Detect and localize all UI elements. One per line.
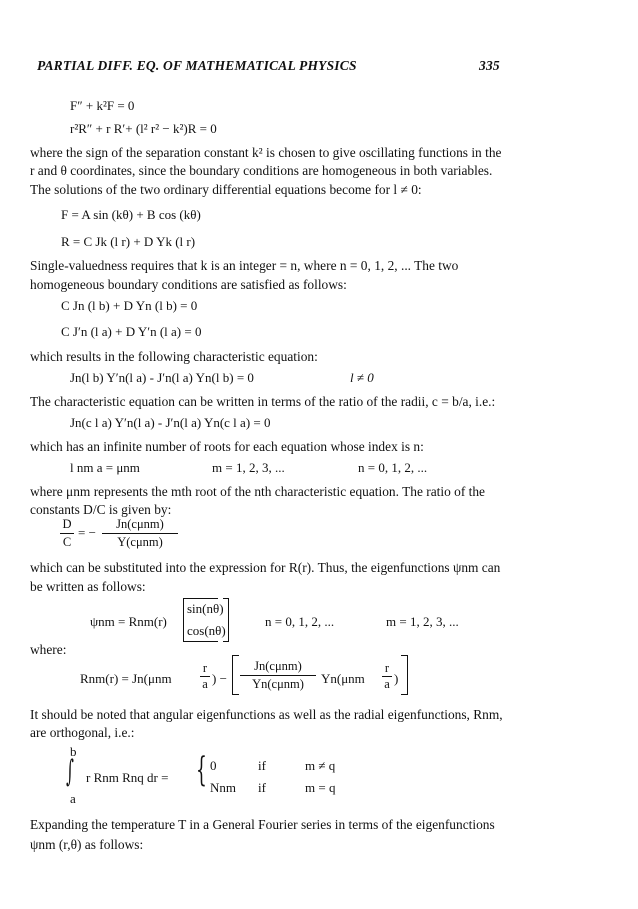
paragraph-line: r and θ coordinates, since the boundary conditions are homogeneous in both variables. bbox=[30, 163, 493, 178]
r-over-a-denominator: a bbox=[202, 677, 208, 691]
ratio-denominator: C bbox=[62, 535, 72, 549]
radial-lhs: Rnm(r) = Jn(μnm bbox=[80, 671, 172, 686]
right-bracket bbox=[401, 655, 408, 695]
paragraph-line: which can be substituted into the expression for R(r). Thus, the eigenfunctions ψnm can bbox=[30, 560, 501, 575]
fraction-bar bbox=[102, 533, 178, 534]
case-1-if: if bbox=[258, 758, 266, 773]
integral-body: r Rnm Rnq dr = bbox=[86, 770, 169, 785]
eigenfunction-n-range: n = 0, 1, 2, ... bbox=[265, 614, 335, 629]
paragraph-line: The solutions of the two ordinary differential equations become for l ≠ 0: bbox=[30, 182, 422, 197]
eigenfunction-lhs: ψnm = Rnm(r) bbox=[90, 614, 167, 629]
paragraph-line: where μnm represents the mth root of the nth characteristic equation. The ratio of the bbox=[30, 484, 485, 499]
solution-r: R = C Jk (l r) + D Yk (l r) bbox=[61, 234, 196, 249]
paragraph-line: where the sign of the separation constant k² is chosen to give oscillating functions in the bbox=[30, 145, 502, 160]
paragraph-line: It should be noted that angular eigenfunctions as well as the radial eigenfunctions, Rnm, bbox=[30, 707, 503, 722]
solution-f: F = A sin (kθ) + B cos (kθ) bbox=[61, 207, 201, 222]
running-header-title: PARTIAL DIFF. EQ. OF MATHEMATICAL PHYSICS bbox=[37, 58, 357, 73]
r-over-a-denominator: a bbox=[384, 677, 390, 691]
ratio-right-denominator: Y(cμnm) bbox=[117, 535, 163, 549]
radial-y-term: Yn(μnm bbox=[321, 671, 365, 686]
eigenfunction-m-range: m = 1, 2, 3, ... bbox=[386, 614, 459, 629]
characteristic-equation-1: Jn(l b) Y′n(l a) - J′n(l a) Yn(l b) = 0 bbox=[70, 370, 254, 385]
case-2-condition: m = q bbox=[305, 780, 336, 795]
paragraph-line: are orthogonal, i.e.: bbox=[30, 725, 135, 740]
paragraph-line: which results in the following characteristic equation: bbox=[30, 349, 318, 364]
case-1-condition: m ≠ q bbox=[305, 758, 336, 773]
characteristic-equation-2: Jn(c l a) Y′n(l a) - J′n(l a) Yn(c l a) = 0 bbox=[70, 415, 271, 430]
eigenfunction-cos: cos(nθ) bbox=[187, 623, 226, 638]
case-2-if: if bbox=[258, 780, 266, 795]
fraction-bar bbox=[240, 675, 316, 676]
where-label: where: bbox=[30, 642, 67, 657]
paragraph-line: be written as follows: bbox=[30, 579, 146, 594]
roots-n-range: n = 0, 1, 2, ... bbox=[358, 460, 428, 475]
boundary-condition-2: C J′n (l a) + D Y′n (l a) = 0 bbox=[61, 324, 202, 339]
case-2-value: Nnm bbox=[210, 780, 236, 795]
roots-m-range: m = 1, 2, 3, ... bbox=[212, 460, 285, 475]
paragraph-line: Single-valuedness requires that k is an integer = n, where n = 0, 1, 2, ... The two bbox=[30, 258, 459, 273]
paragraph-line: which has an infinite number of roots for each equation whose index is n: bbox=[30, 439, 424, 454]
radial-close: ) bbox=[394, 671, 399, 686]
integral-upper-limit: b bbox=[70, 744, 77, 759]
r-over-a-numerator: r bbox=[384, 661, 390, 675]
ratio-right-numerator: Jn(cμnm) bbox=[116, 517, 164, 531]
radial-inner-denominator: Yn(cμnm) bbox=[252, 677, 304, 691]
ratio-equals: = − bbox=[78, 525, 96, 540]
fraction-bar bbox=[60, 533, 74, 534]
equation-r: r²R″ + r R′+ (l² r² − k²)R = 0 bbox=[70, 121, 217, 136]
integral-lower-limit: a bbox=[70, 791, 76, 806]
cases-brace: { bbox=[196, 750, 207, 790]
paragraph-line: homogeneous boundary conditions are satisfied as follows: bbox=[30, 277, 347, 292]
ratio-numerator: D bbox=[62, 517, 72, 531]
eigenfunction-sin: sin(nθ) bbox=[187, 601, 224, 616]
paragraph-line: ψnm (r,θ) as follows: bbox=[30, 837, 144, 852]
r-over-a-numerator: r bbox=[202, 661, 208, 675]
roots-equation: l nm a = μnm bbox=[70, 460, 140, 475]
equation-f: F″ + k²F = 0 bbox=[70, 98, 135, 113]
page-number: 335 bbox=[479, 58, 500, 73]
boundary-condition-1: C Jn (l b) + D Yn (l b) = 0 bbox=[61, 298, 198, 313]
right-bracket bbox=[223, 598, 229, 642]
case-1-value: 0 bbox=[210, 758, 217, 773]
radial-inner-numerator: Jn(cμnm) bbox=[254, 659, 302, 673]
radial-minus: ) − bbox=[212, 671, 227, 686]
paragraph-line: constants D/C is given by: bbox=[30, 502, 172, 517]
paragraph-line: The characteristic equation can be written in terms of the ratio of the radii, c = b/a, i.e.: bbox=[30, 394, 496, 409]
paragraph-line: Expanding the temperature T in a General Fourier series in terms of the eigenfunctions bbox=[30, 817, 495, 832]
integral-sign: ∫ bbox=[66, 754, 74, 789]
characteristic-condition: l ≠ 0 bbox=[350, 370, 374, 385]
